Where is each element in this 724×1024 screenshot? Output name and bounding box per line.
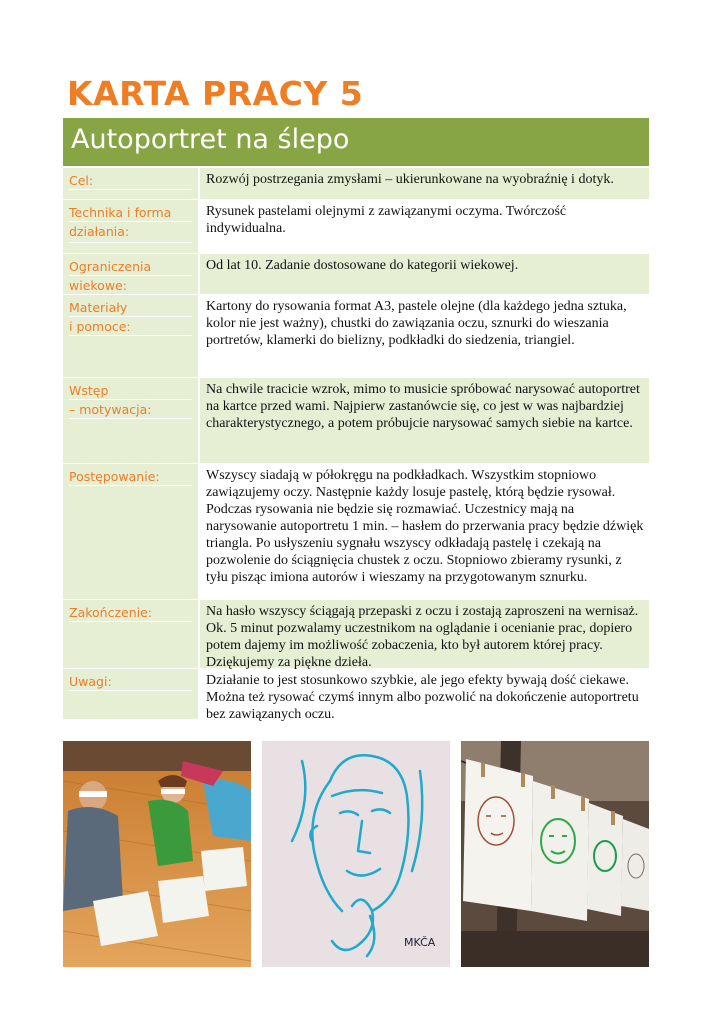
row-label bbox=[63, 254, 198, 294]
label-line: – motywacja: bbox=[69, 402, 152, 417]
portrait-signature: MKČA bbox=[404, 936, 436, 949]
table-row bbox=[63, 669, 649, 722]
table-row bbox=[63, 378, 649, 463]
table-row bbox=[63, 464, 649, 599]
table-row bbox=[63, 254, 649, 294]
table-row bbox=[63, 200, 649, 253]
row-value: Rozwój postrzegania zmysłami – ukierunkowane na wyobraźnię i dotyk. bbox=[200, 168, 649, 199]
row-value: Kartony do rysowania format A3, pastele olejne (dla każdego jedna sztuka, kolor nie jest ważny), chustki do zawiązania oczu, sznurki do wieszania portretów, klamerki do bielizny, podkładki do siedzenia, triangiel. bbox=[206, 299, 627, 348]
row-value: Od lat 10. Zadanie dostosowane do kategorii wiekowej. bbox=[200, 254, 649, 294]
table-row bbox=[63, 600, 649, 668]
label-line: działania: bbox=[69, 224, 130, 239]
photo-strip bbox=[63, 741, 649, 967]
label-line: Ograniczenia bbox=[69, 259, 152, 274]
row-label bbox=[63, 600, 198, 668]
table-row bbox=[63, 295, 649, 377]
subtitle: Autoportret na ślepo bbox=[71, 124, 350, 155]
label-line: Cel: bbox=[69, 173, 94, 188]
row-value: Rysunek pastelami olejnymi z zawiązanymi oczyma. Twórczość indywidualna. bbox=[206, 204, 567, 236]
blue-pastel-portrait-photo bbox=[262, 741, 450, 967]
label-line: Uwagi: bbox=[69, 674, 112, 689]
row-value: Wszyscy siadają w półokręgu na podkładkach. Wszystkim stopniowo zawiązujemy oczy. Następnie każdy losuje pastelę, którą będzie rysował. Podczas rysowania nie będzie się rozmawiać. Uczestnicy mają na narysowanie autoportretu 1 min. – hasłem do przerwania pracy będzie dźwięk triangla. Po usłyszeniu sygnału wszyscy odkładają pastelę i czekają na pozwolenie do ściągnięcia chustek z oczu. Stopniowo zbieramy rysunki, z tyłu pisząc imiona autorów i wieszamy na przygotowanym sznurku. bbox=[206, 468, 644, 585]
row-label bbox=[63, 464, 198, 599]
row-label bbox=[63, 200, 198, 253]
row-value: Na chwile tracicie wzrok, mimo to musicie spróbować narysować autoportret na kartce przed wami. Najpierw zastanówcie się, co jest w was najbardziej charakterystycznego, a potem próbujcie narysować samych siebie na kartce. bbox=[200, 378, 649, 463]
label-line: Wstęp bbox=[69, 383, 109, 398]
subtitle-banner bbox=[63, 118, 649, 166]
label-line: Postępowanie: bbox=[69, 469, 160, 484]
page-title: KARTA PRACY 5 bbox=[67, 74, 364, 113]
table-row bbox=[63, 168, 649, 199]
row-label bbox=[63, 295, 198, 377]
label-line: Zakończenie: bbox=[69, 605, 153, 620]
label-line: Technika i forma bbox=[69, 205, 172, 220]
row-label bbox=[63, 168, 198, 199]
label-line: wiekowe: bbox=[69, 278, 127, 293]
children-drawing-photo bbox=[63, 741, 251, 967]
hanging-portraits-photo bbox=[461, 741, 649, 967]
row-label bbox=[63, 669, 198, 719]
row-value: Działanie to jest stosunkowo szybkie, ale jego efekty bywają dość ciekawe. Można też rysować czymś innym albo pozwolić na dokończenie autoportretu bez zawiązanych oczu. bbox=[206, 673, 639, 722]
row-label bbox=[63, 378, 198, 463]
row-value: Na hasło wszyscy ściągają przepaski z oczu i zostają zaproszeni na wernisaż. Ok. 5 minut pozwalamy uczestnikom na oglądanie i ocenianie prac, dopiero potem dajemy im możliwość zobaczenia, kto był autorem której pracy. Dziękujemy za piękne dzieła. bbox=[200, 600, 649, 668]
label-line: Materiały bbox=[69, 300, 128, 315]
label-line: i pomoce: bbox=[69, 319, 131, 334]
